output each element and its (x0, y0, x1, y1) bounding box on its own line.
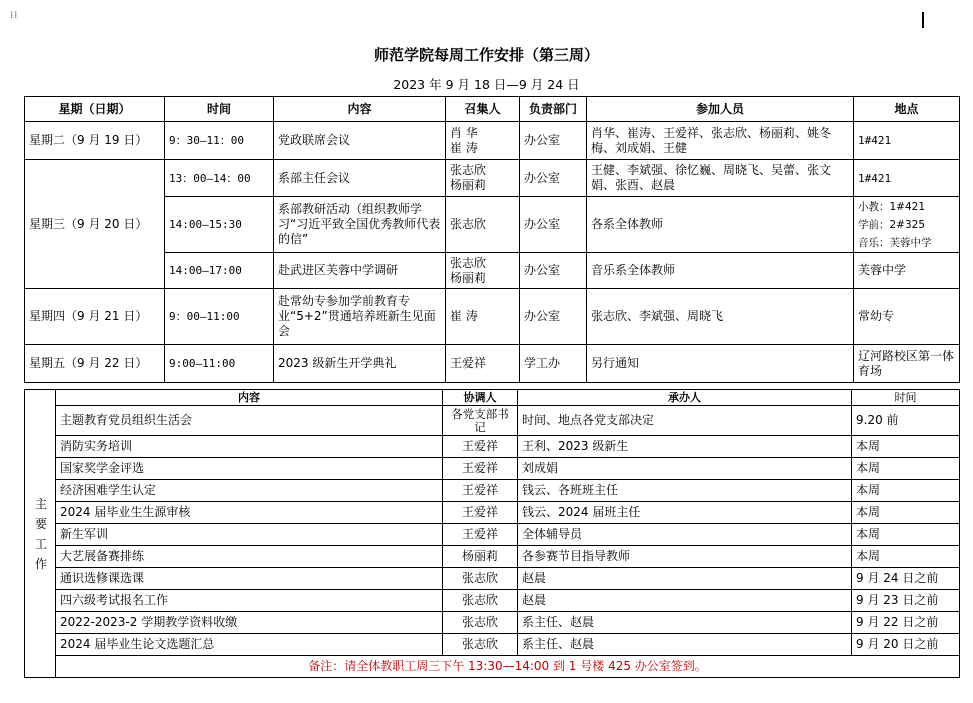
cell-dept: 学工办 (520, 345, 587, 383)
cell-dept: 办公室 (520, 197, 587, 253)
cell-dept: 办公室 (520, 122, 587, 160)
header-handler: 承办人 (518, 390, 852, 406)
cell-location: 1#421 (854, 160, 960, 197)
cell-dept: 办公室 (520, 160, 587, 197)
cell-coordinator: 王爱祥 (443, 436, 518, 458)
cell-handler: 系主任、赵晨 (518, 634, 852, 656)
cell-time: 9 月 24 日之前 (852, 568, 960, 590)
cell-time: 14:00—15:30 (165, 197, 274, 253)
cell-handler: 全体辅导员 (518, 524, 852, 546)
header-convener: 召集人 (446, 97, 520, 122)
cell-content: 2024 届毕业生生源审核 (56, 502, 443, 524)
cell-content: 系部主任会议 (274, 160, 446, 197)
cell-time: 9 月 22 日之前 (852, 612, 960, 634)
cell-content: 赴武进区芙蓉中学调研 (274, 253, 446, 289)
cell-handler: 各参赛节目指导教师 (518, 546, 852, 568)
main-work-header-row (25, 390, 960, 406)
page-corner-marker: ⁞⁞ (10, 10, 19, 21)
cell-handler: 系主任、赵晨 (518, 612, 852, 634)
cell-convener: 张志欣 杨丽莉 (446, 160, 520, 197)
cell-time: 本周 (852, 524, 960, 546)
cell-content: 四六级考试报名工作 (56, 590, 443, 612)
table-row (25, 406, 960, 436)
cell-day: 星期五（9 月 22 日） (25, 345, 165, 383)
cell-participants: 另行通知 (587, 345, 854, 383)
document-title: 师范学院每周工作安排（第三周） (373, 46, 599, 64)
cell-time: 本周 (852, 502, 960, 524)
header-location: 地点 (854, 97, 960, 122)
text-cursor (922, 12, 924, 28)
cell-time: 9.20 前 (852, 406, 960, 436)
cell-coordinator: 杨丽莉 (443, 546, 518, 568)
header-coordinator: 协调人 (443, 390, 518, 406)
cell-participants: 王健、李斌强、徐忆巍、周晓飞、吴蕾、张文娟、张酉、赵晨 (587, 160, 854, 197)
table-row (25, 480, 960, 502)
cell-content: 2024 届毕业生论文选题汇总 (56, 634, 443, 656)
cell-content: 主题教育党员组织生活会 (56, 406, 443, 436)
cell-content: 通识选修课选课 (56, 568, 443, 590)
cell-time: 9：00—11:00 (165, 289, 274, 345)
cell-location: 小教：1#421 学前：2#325 音乐：芙蓉中学 (854, 197, 960, 253)
cell-content: 2022-2023-2 学期教学资料收缴 (56, 612, 443, 634)
table-row (25, 436, 960, 458)
table-row (25, 568, 960, 590)
cell-participants: 张志欣、李斌强、周晓飞 (587, 289, 854, 345)
cell-content: 经济困难学生认定 (56, 480, 443, 502)
cell-content: 消防实务培训 (56, 436, 443, 458)
cell-time: 9：30—11：00 (165, 122, 274, 160)
cell-time: 9 月 20 日之前 (852, 634, 960, 656)
cell-day: 星期四（9 月 21 日） (25, 289, 165, 345)
header-time: 时间 (852, 390, 960, 406)
cell-handler: 王利、2023 级新生 (518, 436, 852, 458)
table-row (25, 160, 960, 197)
table-row (25, 612, 960, 634)
side-label-text: 主要工作 (35, 496, 48, 571)
cell-participants: 肖华、崔涛、王爱祥、张志欣、杨丽莉、姚冬梅、刘成娟、王健 (587, 122, 854, 160)
cell-time: 9 月 23 日之前 (852, 590, 960, 612)
note-row (25, 656, 960, 678)
cell-content: 2023 级新生开学典礼 (274, 345, 446, 383)
main-work-table (24, 389, 960, 678)
cell-day: 星期三（9 月 20 日） (25, 160, 165, 289)
cell-handler: 钱云、2024 届班主任 (518, 502, 852, 524)
table-row (25, 197, 960, 253)
cell-dept: 办公室 (520, 289, 587, 345)
schedule-header-row (25, 97, 960, 122)
cell-time: 14:00—17:00 (165, 253, 274, 289)
cell-handler: 赵晨 (518, 568, 852, 590)
cell-content: 系部教研活动（组织教师学习“习近平致全国优秀教师代表的信” (274, 197, 446, 253)
cell-convener: 崔 涛 (446, 289, 520, 345)
header-content: 内容 (56, 390, 443, 406)
cell-handler: 刘成娟 (518, 458, 852, 480)
cell-convener: 张志欣 (446, 197, 520, 253)
table-row (25, 122, 960, 160)
cell-coordinator: 张志欣 (443, 568, 518, 590)
header-time: 时间 (165, 97, 274, 122)
cell-time: 9:00—11:00 (165, 345, 274, 383)
cell-content: 新生军训 (56, 524, 443, 546)
table-row (25, 524, 960, 546)
cell-coordinator: 张志欣 (443, 634, 518, 656)
cell-location: 芙蓉中学 (854, 253, 960, 289)
cell-coordinator: 王爱祥 (443, 480, 518, 502)
cell-coordinator: 各党支部书记 (443, 406, 518, 436)
table-row (25, 546, 960, 568)
cell-content: 国家奖学金评选 (56, 458, 443, 480)
cell-time: 13：00—14：00 (165, 160, 274, 197)
table-row (25, 634, 960, 656)
cell-time: 本周 (852, 480, 960, 502)
cell-location: 1#421 (854, 122, 960, 160)
cell-convener: 王爱祥 (446, 345, 520, 383)
cell-content: 赴常幼专参加学前教育专业“5+2”贯通培养班新生见面会 (274, 289, 446, 345)
schedule-table (24, 96, 960, 383)
footnote: 备注：请全体教职工周三下午 13:30—14:00 到 1 号楼 425 办公室签到。 (56, 656, 960, 678)
document-subtitle: 2023 年 9 月 18 日—9 月 24 日 (393, 77, 580, 92)
cell-coordinator: 王爱祥 (443, 524, 518, 546)
header-participants: 参加人员 (587, 97, 854, 122)
table-row (25, 590, 960, 612)
cell-handler: 时间、地点各党支部决定 (518, 406, 852, 436)
cell-content: 大艺展备赛排练 (56, 546, 443, 568)
table-row (25, 502, 960, 524)
cell-coordinator: 张志欣 (443, 590, 518, 612)
cell-content: 党政联席会议 (274, 122, 446, 160)
cell-time: 本周 (852, 458, 960, 480)
table-row (25, 345, 960, 383)
side-label (25, 390, 56, 678)
cell-coordinator: 张志欣 (443, 612, 518, 634)
header-day: 星期（日期） (25, 97, 165, 122)
cell-time: 本周 (852, 546, 960, 568)
cell-location: 常幼专 (854, 289, 960, 345)
header-content: 内容 (274, 97, 446, 122)
cell-location: 辽河路校区第一体育场 (854, 345, 960, 383)
cell-participants: 音乐系全体教师 (587, 253, 854, 289)
table-row (25, 458, 960, 480)
table-row (25, 253, 960, 289)
cell-convener: 肖 华 崔 涛 (446, 122, 520, 160)
cell-participants: 各系全体教师 (587, 197, 854, 253)
cell-day: 星期二（9 月 19 日） (25, 122, 165, 160)
table-row (25, 289, 960, 345)
header-dept: 负责部门 (520, 97, 587, 122)
cell-convener: 张志欣 杨丽莉 (446, 253, 520, 289)
cell-coordinator: 王爱祥 (443, 458, 518, 480)
cell-handler: 赵晨 (518, 590, 852, 612)
cell-handler: 钱云、各班班主任 (518, 480, 852, 502)
cell-coordinator: 王爱祥 (443, 502, 518, 524)
cell-dept: 办公室 (520, 253, 587, 289)
cell-time: 本周 (852, 436, 960, 458)
